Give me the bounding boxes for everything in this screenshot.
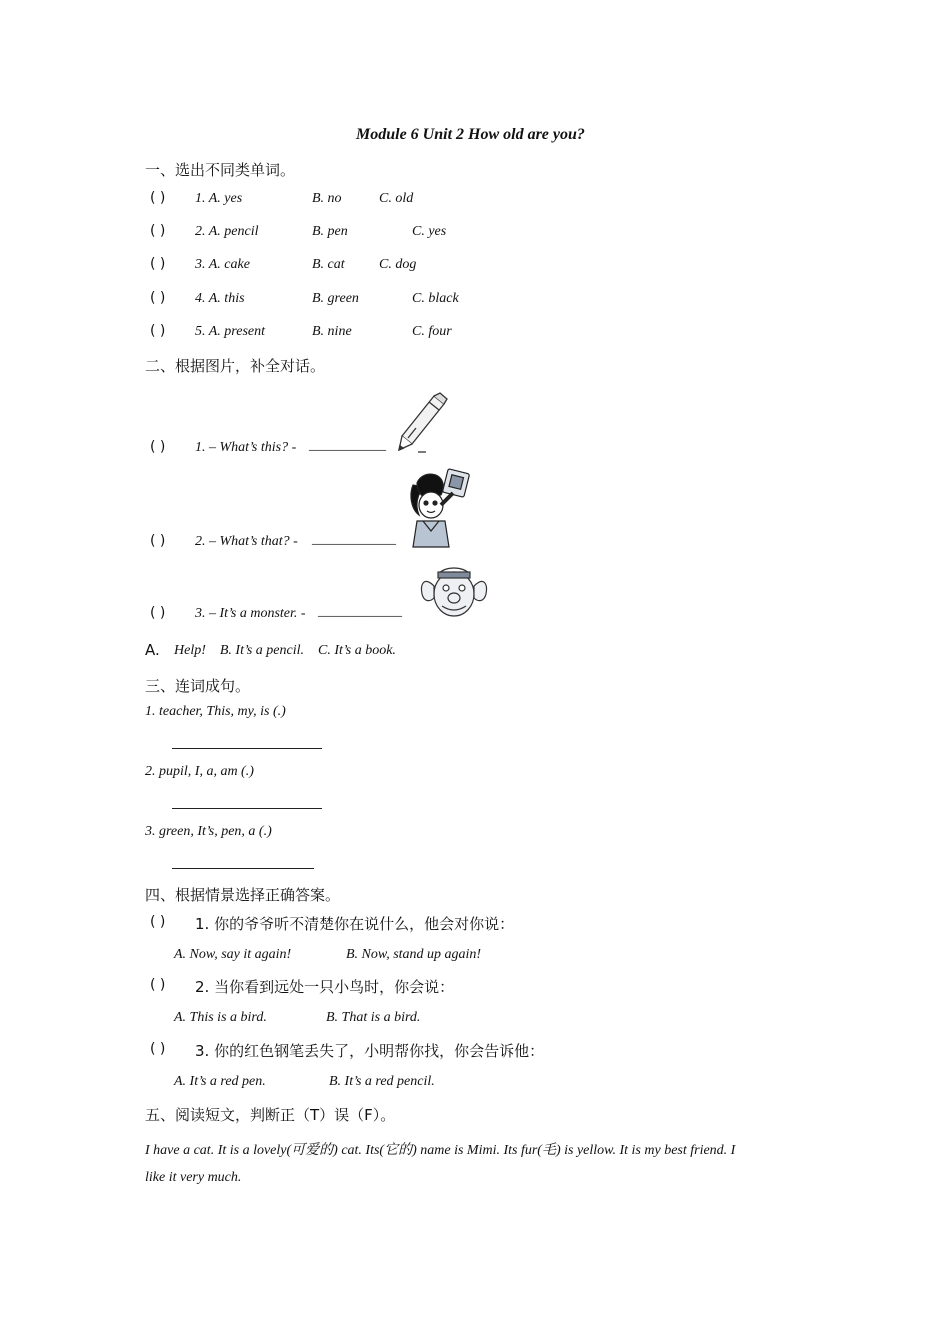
dialogue-question: 2. – What’s that? -: [195, 534, 298, 549]
pencil-image: [396, 392, 448, 454]
answer-paren[interactable]: ( ): [150, 605, 166, 621]
dialogue-question: 3. – It’s a monster. -: [195, 606, 306, 621]
word-order-item: 3. green, It’s, pen, a (.): [145, 824, 272, 839]
answer-paren[interactable]: ( ): [150, 223, 166, 239]
situation-question: 1. 你的爷爷听不清楚你在说什么，他会对你说：: [195, 915, 515, 933]
dialogue-question: 1. – What’s this? -: [195, 440, 297, 455]
option-a: 1. A. yes: [195, 191, 243, 206]
dialogue-choices: Help! B. It’s a pencil. C. It’s a book.: [174, 643, 396, 658]
option-b: B. no: [312, 191, 342, 206]
option-b: B. nine: [312, 324, 352, 339]
reading-passage-line: I have a cat. It is a lovely(可爱的) cat. Its(它的) name is Mimi. Its fur(毛) is yellow. It is my best friend. I: [145, 1143, 736, 1158]
option-a: A. Now, say it again!: [174, 947, 292, 962]
section3-heading: 三、连词成句。: [145, 677, 251, 695]
word-order-item: 1. teacher, This, my, is (.): [145, 704, 286, 719]
section5-heading: 五、阅读短文，判断正（T）误（F）。: [145, 1106, 396, 1124]
answer-paren[interactable]: ( ): [150, 290, 166, 306]
option-c: C. dog: [379, 257, 417, 272]
option-a: A. This is a bird.: [174, 1010, 267, 1025]
section2-heading: 二、根据图片，补全对话。: [145, 357, 326, 375]
answer-line[interactable]: [172, 868, 314, 869]
answer-line[interactable]: [172, 808, 322, 809]
option-c: C. yes: [412, 224, 447, 239]
option-a: 4. A. this: [195, 291, 245, 306]
answer-line[interactable]: [172, 748, 322, 749]
answer-paren[interactable]: ( ): [150, 439, 166, 455]
situation-question: 2. 当你看到远处一只小鸟时，你会说：: [195, 978, 455, 996]
option-b: B. It’s a red pencil.: [329, 1074, 435, 1089]
option-b: B. green: [312, 291, 359, 306]
section4-heading: 四、根据情景选择正确答案。: [145, 886, 341, 904]
option-a: 5. A. present: [195, 324, 265, 339]
option-b: B. Now, stand up again!: [346, 947, 482, 962]
situation-question: 3. 你的红色钢笔丢失了，小明帮你找，你会告诉他：: [195, 1042, 545, 1060]
monster-image: [418, 562, 490, 620]
section1-heading: 一、选出不同类单词。: [145, 161, 296, 179]
answer-paren[interactable]: ( ): [150, 1041, 166, 1057]
option-a: 3. A. cake: [195, 257, 250, 272]
answer-blank[interactable]: ____________: [312, 532, 396, 547]
option-a: A. It’s a red pen.: [174, 1074, 266, 1089]
word-order-item: 2. pupil, I, a, am (.): [145, 764, 254, 779]
answer-paren[interactable]: ( ): [150, 256, 166, 272]
answer-paren[interactable]: ( ): [150, 977, 166, 993]
answer-paren[interactable]: ( ): [150, 914, 166, 930]
reading-passage-line: like it very much.: [145, 1170, 242, 1185]
girl-with-book-image: [405, 465, 475, 549]
answer-paren[interactable]: ( ): [150, 190, 166, 206]
answer-paren[interactable]: ( ): [150, 533, 166, 549]
option-b: B. That is a bird.: [326, 1010, 421, 1025]
option-b: B. cat: [312, 257, 345, 272]
option-a: 2. A. pencil: [195, 224, 259, 239]
option-c: C. old: [379, 191, 414, 206]
option-c: C. black: [412, 291, 459, 306]
answer-blank[interactable]: ____________: [318, 604, 402, 619]
page-title: Module 6 Unit 2 How old are you?: [356, 126, 585, 143]
answer-blank[interactable]: ___________: [309, 438, 386, 453]
answer-paren[interactable]: ( ): [150, 323, 166, 339]
choices-prefix: A.: [145, 641, 160, 659]
option-c: C. four: [412, 324, 452, 339]
option-b: B. pen: [312, 224, 348, 239]
